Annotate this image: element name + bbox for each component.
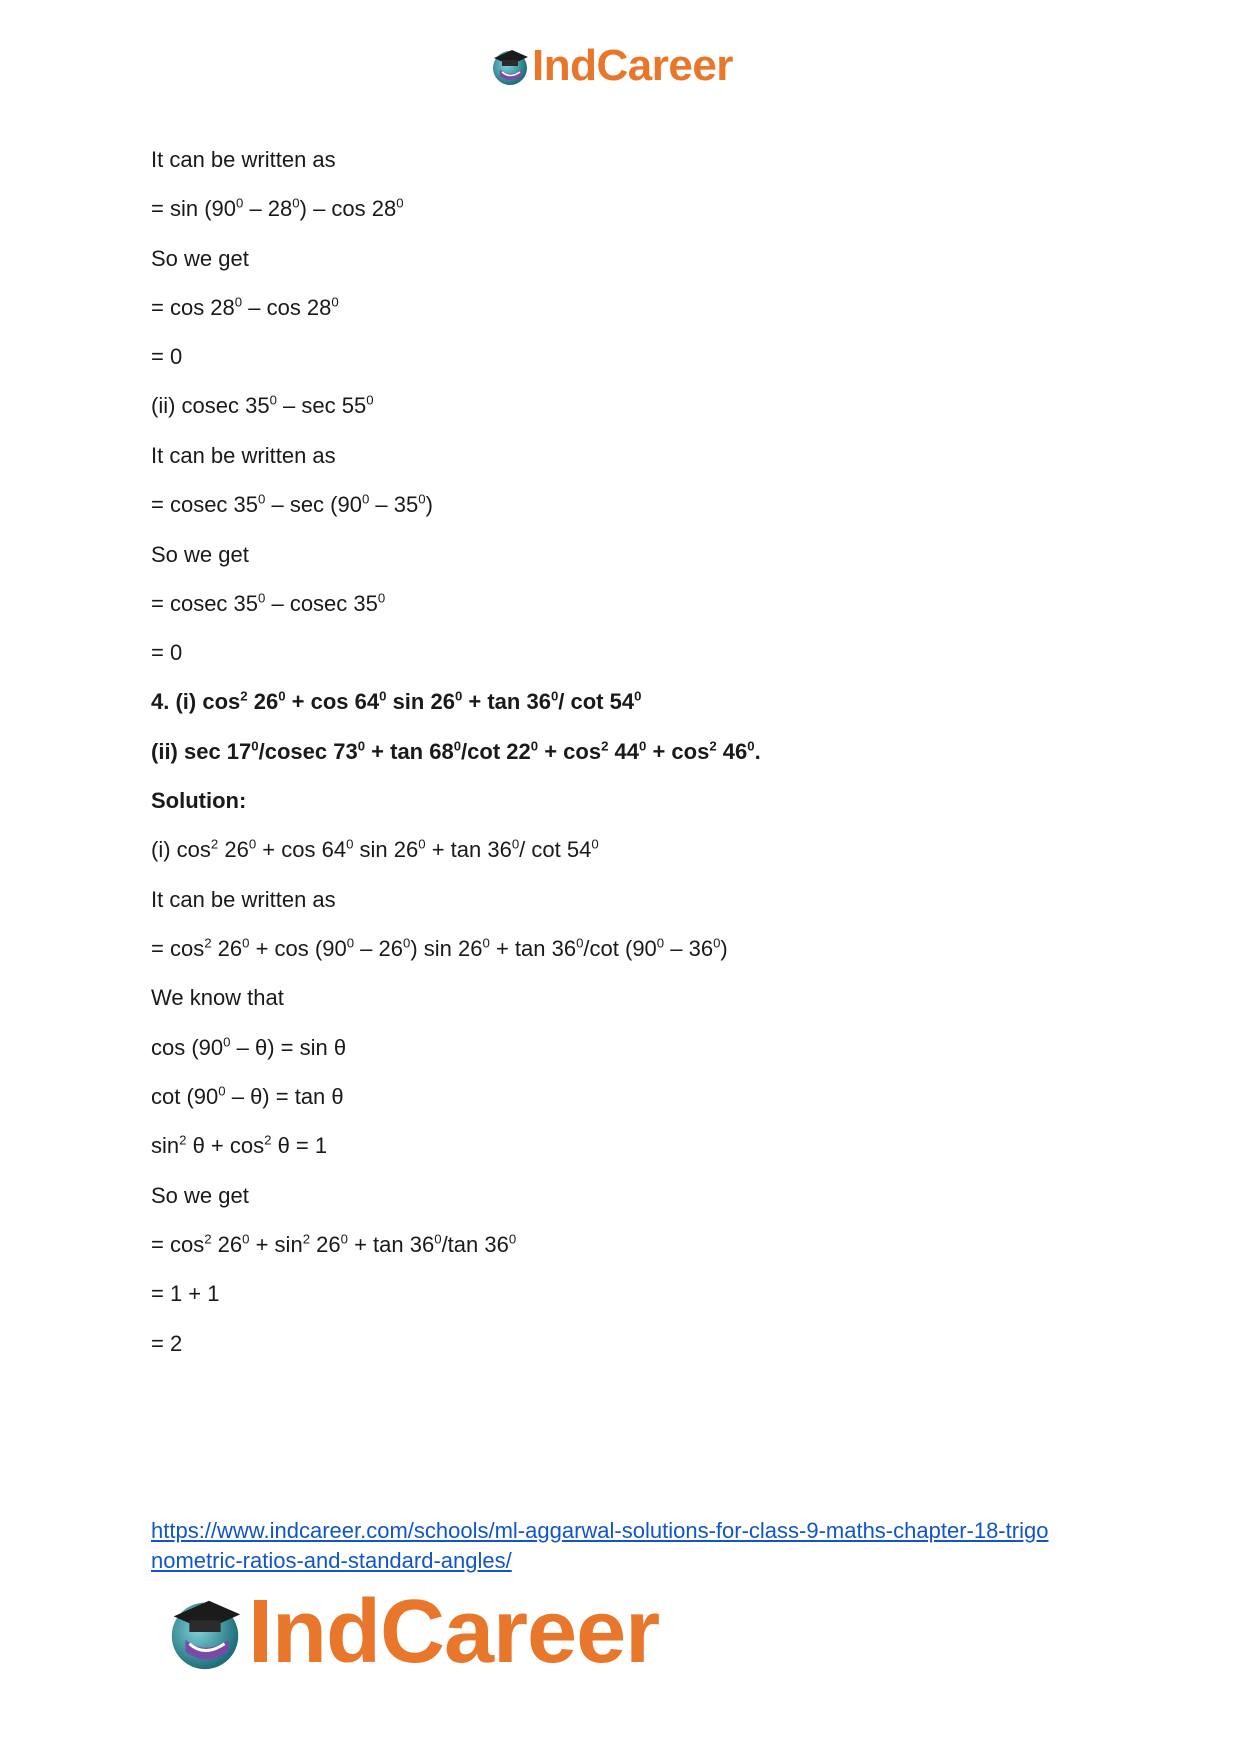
- footer-logo: [162, 1581, 660, 1682]
- text-line: = $\cos 28^0$ – $\cos 28^0$: [151, 294, 339, 320]
- solution-label: Solution:: [151, 788, 247, 813]
- text-line: = 1 + 1: [151, 1281, 220, 1306]
- text-line: It can be written as: [151, 887, 336, 912]
- logo-wordmark: IndCareer: [532, 41, 733, 90]
- question-heading: (ii) $\sec 17^0$/cosec $73^0 + \tan 68^0/\cot$ $22^0 + \cos^2 44^0 + \cos^2 46^0$.: [151, 738, 761, 764]
- text-line: (ii) cosec $35^0$ – $\sec 55^0$: [151, 392, 374, 418]
- text-line: = cosec $35^0$ – cosec $35^0$: [151, 590, 386, 616]
- graduation-cap-globe-books-icon: [162, 1589, 248, 1675]
- text-line: (i) $\cos^2 26^0 + \cos 64^0$ $\sin 26^0 + \tan 36^0/$ $\cot 54^0$: [151, 836, 599, 862]
- question-heading: 4. (i) $\cos^2 26^0 + \cos 64^0$ $\sin 26^0 + \tan 36^0/$ $\cot 54^0$: [151, 688, 642, 714]
- text-line: = $\cos^2 26^0 + \sin^2 26^0 + \tan 36^0/\tan$ $36^0$: [151, 1231, 517, 1257]
- text-line: = $\cos^2 26^0 + \cos (90^0 - 26^0)$ $\sin 26^0 + \tan 36^0/\cot$ $(90^0 - 36^0)$: [151, 935, 728, 961]
- text-line: = 0: [151, 344, 183, 369]
- text-line: So we get: [151, 1183, 249, 1208]
- text-line: So we get: [151, 246, 249, 271]
- text-line: So we get: [151, 542, 249, 567]
- header-logo: [488, 42, 733, 90]
- source-link-block: [151, 1516, 1131, 1576]
- text-line: $\sin^2 \theta + \cos^2 \theta = 1$: [151, 1132, 328, 1158]
- text-line: = cosec $35^0$ – $\sec (90^0 - 35^0)$: [151, 491, 433, 517]
- text-line: = $\sin (90^0 - 28^0)$ – $\cos 28^0$: [151, 195, 404, 221]
- text-line: It can be written as: [151, 147, 336, 172]
- text-line: = 2: [151, 1331, 183, 1356]
- text-line: $\cos (90^0 - \theta) = \sin \theta$: [151, 1034, 347, 1060]
- source-link[interactable]: https://www.indcareer.com/schools/ml-aggarwal-solutions-for-class-9-maths-chapter-18-trigo nometric-ratios-and-standard-angles/: [151, 1518, 1049, 1573]
- text-line: It can be written as: [151, 443, 336, 468]
- graduation-cap-globe-icon: [488, 44, 532, 88]
- text-line: $\cot (90^0 - \theta) = \tan \theta$: [151, 1083, 344, 1109]
- text-line: = 0: [151, 640, 183, 665]
- logo-wordmark: IndCareer: [248, 1581, 660, 1682]
- text-line: We know that: [151, 985, 284, 1010]
